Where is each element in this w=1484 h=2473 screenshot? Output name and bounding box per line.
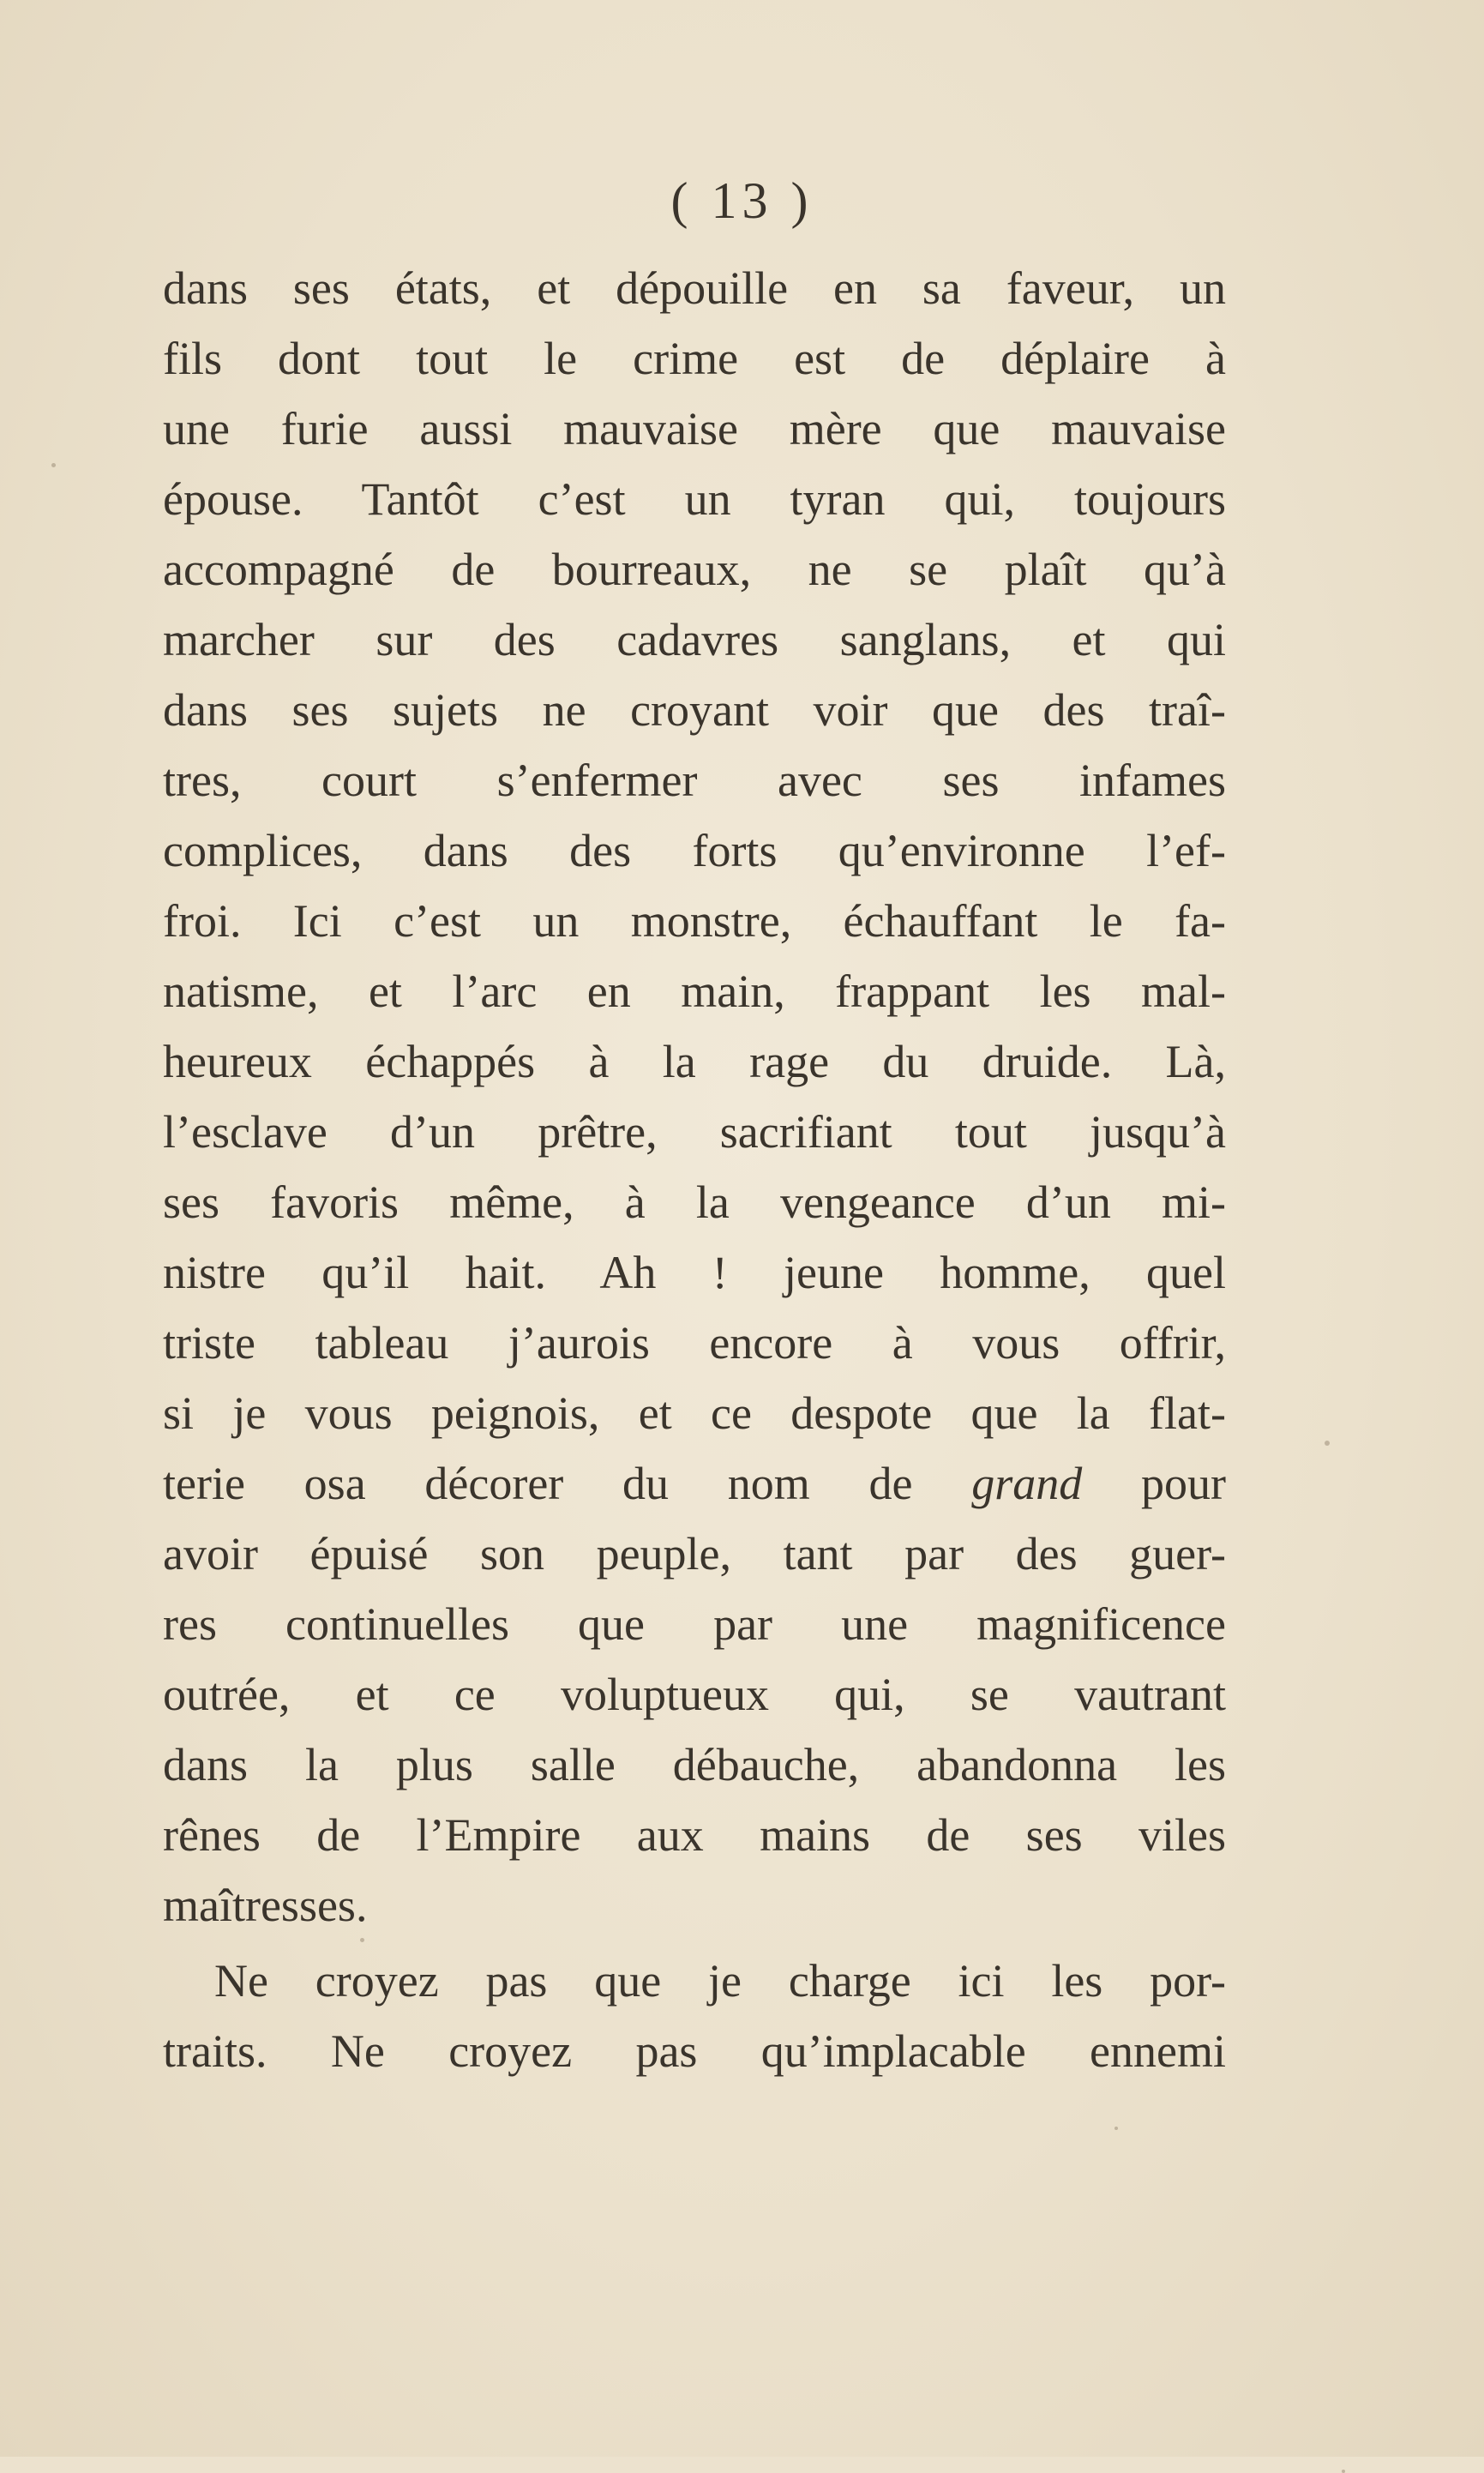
text-line: une furie aussi mauvaise mère que mauvaise [163,403,1226,454]
text-line: res continuelles que par une magnificence [163,1598,1226,1650]
text-segment: terie osa décorer du nom de [163,1458,913,1509]
text-line: l’esclave d’un prêtre, sacrifiant tout jusqu’à [163,1106,1226,1158]
text-line: avoir épuisé son peuple, tant par des guer- [163,1528,1226,1579]
text-segment: pour [1141,1458,1226,1509]
paper-speck [51,463,56,467]
text-line: natisme, et l’arc en main, frappant les mal- [163,966,1226,1017]
text-line: si je vous peignois, et ce despote que la flat- [163,1387,1226,1439]
text-line: dans ses états, et dépouille en sa faveur, un [163,262,1226,314]
italic-word: grand [971,1458,1083,1509]
text-line: outrée, et ce voluptueux qui, se vautrant [163,1669,1226,1720]
text-line: ses favoris même, à la vengeance d’un mi- [163,1176,1226,1228]
page-number: ( 13 ) [670,172,814,229]
text-line: froi. Ici c’est un monstre, échauffant le fa- [163,895,1226,947]
text-line: tres, court s’enfermer avec ses infames [163,755,1226,806]
text-line: dans la plus salle débauche, abandonna les [163,1739,1226,1790]
paper-speck [1115,2127,1118,2130]
text-line: rênes de l’Empire aux mains de ses viles [163,1809,1226,1861]
text-line: épouse. Tantôt c’est un tyran qui, toujours [163,473,1226,525]
text-line: fils dont tout le crime est de déplaire à [163,333,1226,384]
text-line: dans ses sujets ne croyant voir que des traî- [163,684,1226,736]
text-line: heureux échappés à la rage du druide. Là, [163,1036,1226,1087]
paper-speck [1342,2470,1345,2473]
text-line: marcher sur des cadavres sanglans, et qui [163,614,1226,665]
paper-speck [1325,1441,1330,1446]
text-line: traits. Ne croyez pas qu’implacable ennemi [163,2025,1226,2077]
paragraph-start-line: Ne croyez pas que je charge ici les por- [214,1955,1226,2007]
text-line: maîtresses. [163,1880,368,1931]
text-line: accompagné de bourreaux, ne se plaît qu’à [163,544,1226,595]
text-line: nistre qu’il hait. Ah ! jeune homme, quel [163,1247,1226,1298]
text-line: triste tableau j’aurois encore à vous offrir, [163,1317,1226,1369]
text-line: complices, dans des forts qu’environne l’ef- [163,825,1226,876]
body-text [163,253,1226,2086]
text-line-with-italic [163,1448,1226,1519]
